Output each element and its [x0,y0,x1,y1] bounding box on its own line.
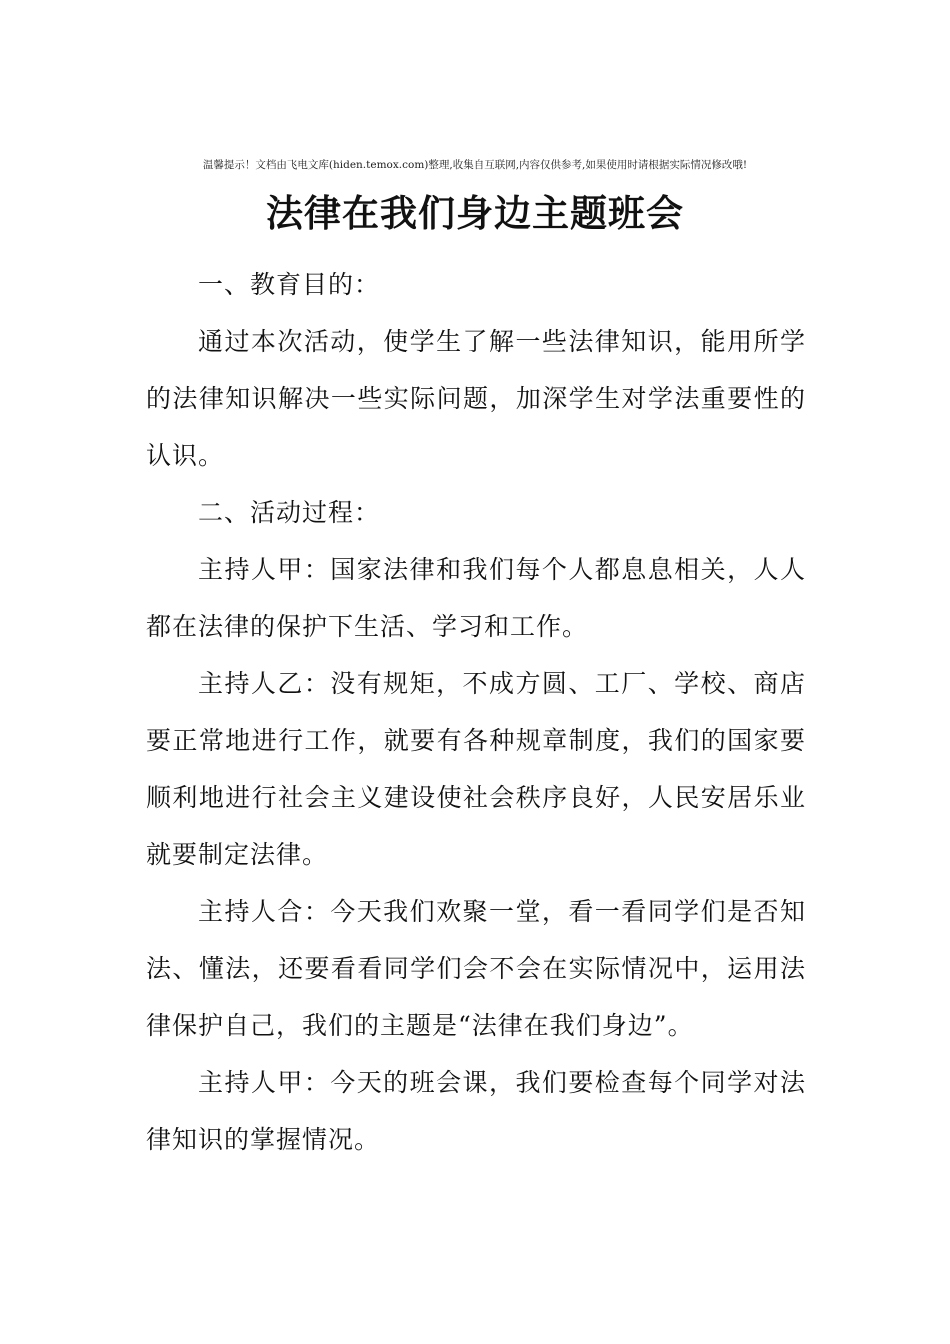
paragraph-host-together: 主持人合：今天我们欢聚一堂，看一看同学们是否知法、懂法，还要看看同学们会不会在实际情况中，运用法律保护自己，我们的主题是“法律在我们身边”。 [146,897,806,1040]
section-heading-purpose: 一、教育目的： [198,270,381,299]
paragraph-host-b: 主持人乙：没有规矩，不成方圆、工厂、学校、商店要正常地进行工作，就要有各种规章制度，我们的国家要顺利地进行社会主义建设使社会秩序良好，人民安居乐业就要制定法律。 [146,669,806,869]
header-notice: 温馨提示！文档由飞电文库(hiden.temox.com)整理,收集自互联网,内容仅供参考,如果使用时请根据实际情况修改哦! [202,159,748,171]
document-body [146,256,806,1168]
section-heading-process: 二、活动过程： [198,498,381,527]
paragraph-host-a-2: 主持人甲：今天的班会课，我们要检查每个同学对法律知识的掌握情况。 [146,1068,806,1154]
document-title: 法律在我们身边主题班会 [266,191,684,235]
paragraph-host-a: 主持人甲：国家法律和我们每个人都息息相关，人人都在法律的保护下生活、学习和工作。 [146,555,806,641]
paragraph-purpose: 通过本次活动，使学生了解一些法律知识，能用所学的法律知识解决一些实际问题，加深学生对学法重要性的认识。 [146,327,806,470]
